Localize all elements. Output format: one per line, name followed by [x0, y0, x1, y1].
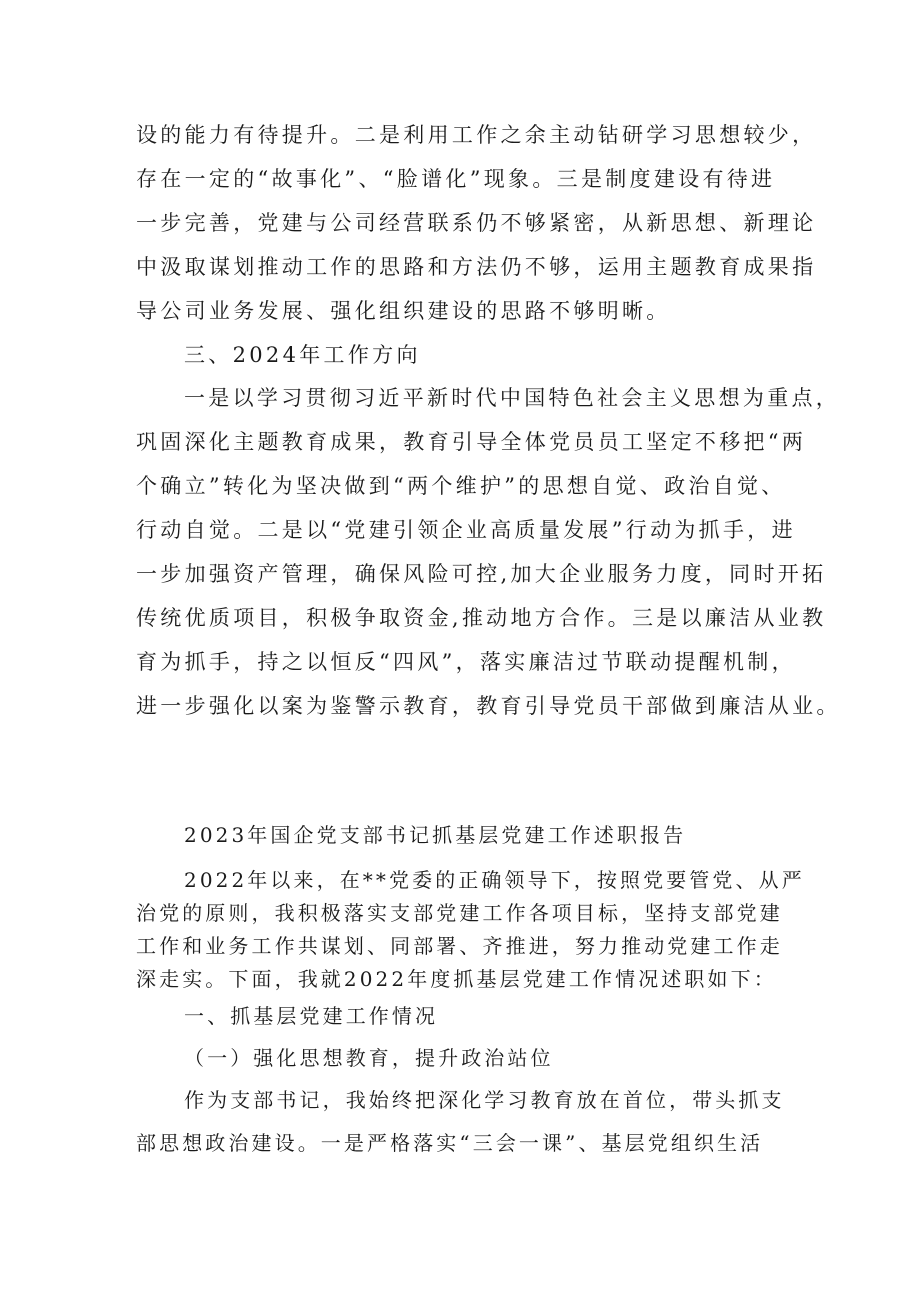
report-subheading-1: （一）强化思想教育，提升政治站位	[184, 1046, 554, 1070]
report-para-line-1: 作为支部书记，我始终把深化学习教育放在首位，带头抓支	[184, 1088, 785, 1112]
section1-para1-line-2: 存在一定的“故事化”、“脸谱化”现象。三是制度建设有待进	[136, 167, 776, 191]
report-intro-line-3: 工作和业务工作共谋划、同部署、齐推进，努力推动党建工作走	[136, 934, 783, 958]
section1-para2-line-7: 育为抓手，持之以恒反“四风”，落实廉洁过节联动提醒机制，	[136, 650, 796, 674]
section1-para2-line-4: 行动自觉。二是以“党建引领企业高质量发展”行动为抓手，进	[136, 518, 796, 542]
section1-para1-line-1: 设的能力有待提升。二是利用工作之余主动钻研学习思想较少，	[136, 123, 817, 147]
section1-para1-line-3: 一步完善，党建与公司经营联系仍不够紧密，从新思想、新理论	[136, 211, 817, 235]
section1-para1-line-4: 中汲取谋划推动工作的思路和方法仍不够，运用主题教育成果指	[136, 255, 817, 279]
report-intro-line-2: 治党的原则，我积极落实支部党建工作各项目标，坚持支部党建	[136, 901, 783, 925]
section1-heading: 三、2024年工作方向	[184, 343, 421, 367]
section1-para2-line-1: 一是以学习贯彻习近平新时代中国特色社会主义思想为重点，	[184, 386, 841, 410]
section1-para2-line-5: 一步加强资产管理，确保风险可控,加大企业服务力度，同时开拓	[136, 562, 827, 586]
section1-para2-line-2: 巩固深化主题教育成果，教育引导全体党员员工坚定不移把“两	[136, 430, 807, 454]
section1-para2-line-3: 个确立”转化为坚决做到“两个维护”的思想自觉、政治自觉、	[136, 474, 786, 498]
report-title: 2023年国企党支部书记抓基层党建工作述职报告	[184, 823, 687, 847]
section1-para2-line-6: 传统优质项目，积极争取资金,推动地方合作。三是以廉洁从业教	[136, 606, 827, 630]
section1-para1-line-5: 导公司业务发展、强化组织建设的思路不够明晰。	[136, 299, 671, 323]
report-para-line-2: 部思想政治建设。一是严格落实“三会一课”、基层党组织生活	[136, 1131, 764, 1155]
report-intro-line-1: 2022年以来，在**党委的正确领导下，按照党要管党、从严	[184, 868, 805, 892]
report-intro-line-4: 深走实。下面，我就2022年度抓基层党建工作情况述职如下：	[136, 967, 777, 991]
report-heading-1: 一、抓基层党建工作情况	[184, 1004, 439, 1028]
section1-para2-line-8: 进一步强化以案为鉴警示教育，教育引导党员干部做到廉洁从业。	[136, 694, 841, 718]
